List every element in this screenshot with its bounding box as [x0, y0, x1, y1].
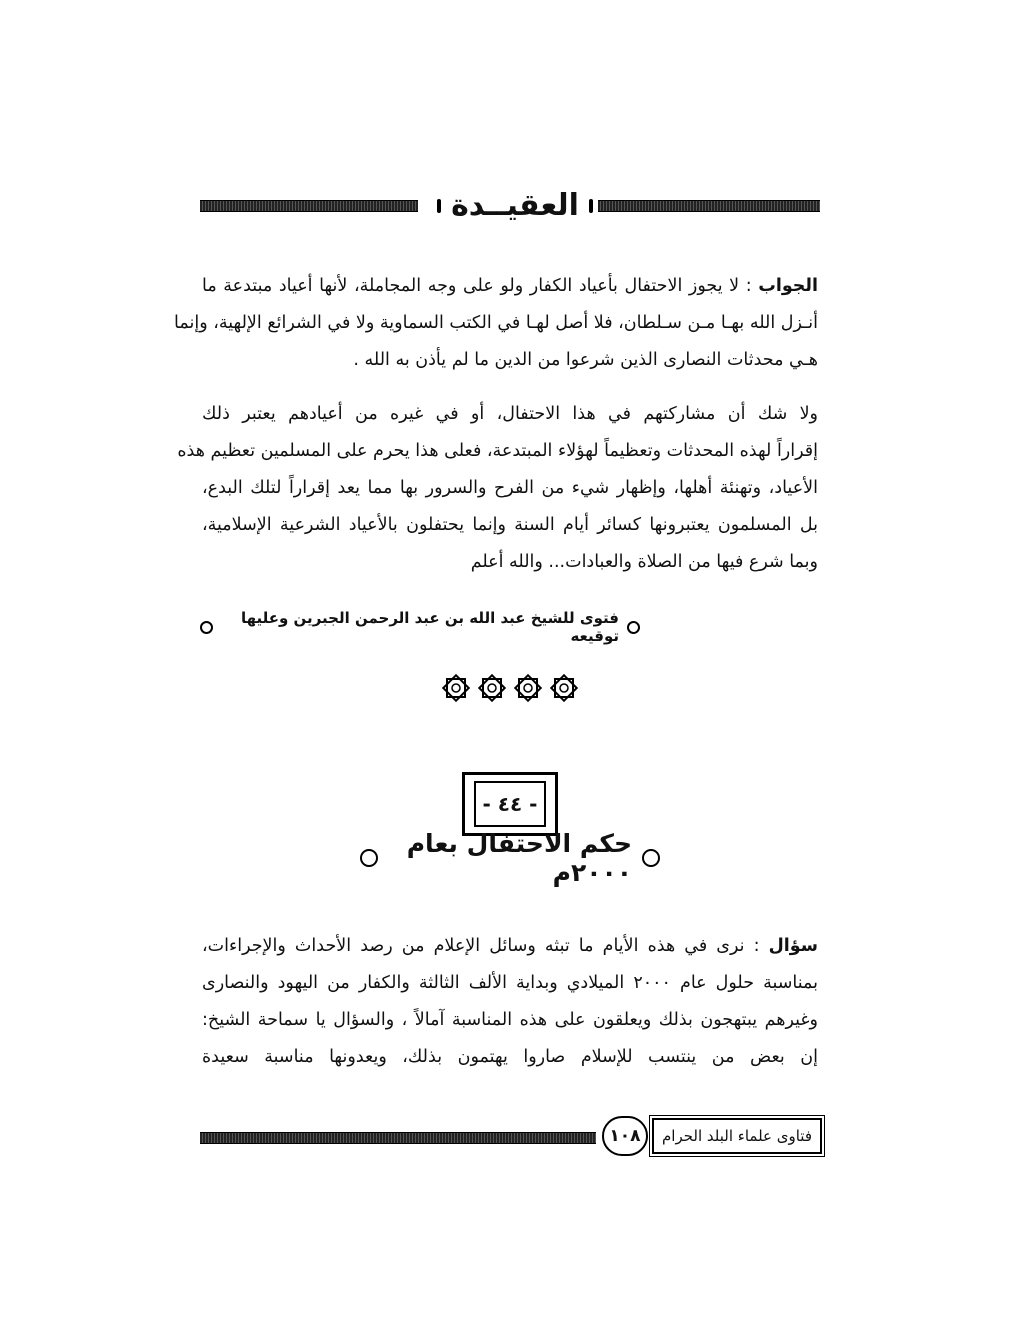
- page-number: ١٠٨: [602, 1116, 648, 1156]
- answer-paragraph: [174, 268, 818, 379]
- page-footer: [200, 1112, 822, 1162]
- section-divider-ornaments: [440, 668, 580, 708]
- star-ornament-icon: [476, 672, 508, 704]
- question-line-1-text: : نرى في هذه الأيام ما تبثه وسائل الإعلام من رصد الأحداث والإجراءات،: [202, 936, 760, 956]
- question-line-3: وغيرهم يبتهجون بذلك ويعلقون على هذه المناسبة آمالاً ، والسؤال يا سماحة الشيخ:: [202, 1010, 818, 1030]
- question-line-1: [202, 928, 818, 965]
- question-line-4: إن بعض من ينتسب للإسلام صاروا يهتمون بذلك، ويعدونها مناسبة سعيدة: [202, 1047, 818, 1067]
- ruling-line-5: وبما شرع فيها من الصلاة والعبادات... والله أعلم: [470, 552, 818, 572]
- answer-line-1-text: : لا يجوز الاحتفال بأعياد الكفار ولو على وجه المجاملة، لأنها أعياد مبتدعة ما: [202, 276, 752, 296]
- question-line-2: بمناسبة حلول عام ٢٠٠٠ الميلادي وبداية الألف الثالثة والكفار من اليهود والنصارى: [202, 973, 818, 993]
- answer-lead: الجواب: [758, 276, 818, 296]
- square-bullet-icon: [589, 199, 593, 213]
- star-ornament-icon: [440, 672, 472, 704]
- star-ornament-icon: [548, 672, 580, 704]
- attribution-text: فتوى للشيخ عبد الله بن عبد الرحمن الجبرين وعليها توقيعه: [240, 609, 619, 645]
- question-lead: سؤال: [768, 936, 818, 956]
- header-rule-left: [200, 200, 418, 212]
- answer-line-1: [202, 268, 818, 305]
- book-title: فتاوى علماء البلد الحرام: [652, 1118, 822, 1154]
- square-bullet-icon: [437, 199, 441, 213]
- question-number-box: [462, 772, 558, 836]
- header-title-wrap: [440, 184, 590, 228]
- question-number: - ٤٤ -: [474, 781, 546, 827]
- circle-bullet-icon: [627, 621, 640, 634]
- circle-bullet-icon: [360, 849, 378, 867]
- circle-bullet-icon: [200, 621, 213, 634]
- header-rule-right: [598, 200, 820, 212]
- ruling-line-2: إقراراً لهذه المحدثات وتعظيماً لهؤلاء المبتدعة، فعلى هذا يحرم على المسلمين تعظيم هذه: [177, 441, 818, 461]
- ruling-line-3: الأعياد، وتهنئة أهلها، وإظهار شيء من الفرح والسرور بها مما يعد إقراراً لتلك البدع،: [202, 478, 818, 498]
- question-heading-text: حكم الاحتفال بعام ٢٠٠٠م: [406, 829, 632, 887]
- page-header: [200, 184, 820, 228]
- ruling-line-1: ولا شك أن مشاركتهم في هذا الاحتفال، أو في غيره من أعيادهم يعتبر ذلك: [202, 404, 818, 424]
- chapter-title: العقيــدة: [451, 188, 579, 223]
- fatwa-attribution: [200, 609, 640, 645]
- footer-rule: [200, 1132, 596, 1144]
- answer-line-3: هـي محدثات النصارى الذين شرعوا من الدين ما لم يأذن به الله .: [353, 350, 818, 370]
- circle-bullet-icon: [642, 849, 660, 867]
- question-paragraph: [202, 928, 818, 1076]
- question-heading: [360, 829, 660, 887]
- ruling-line-4: بل المسلمون يعتبرونها كسائر أيام السنة وإنما يحتفلون بالأعياد الشرعية الإسلامية،: [202, 515, 818, 535]
- star-ornament-icon: [512, 672, 544, 704]
- answer-line-2: أنـزل الله بهـا مـن سـلطان، فلا أصل لهـا في الكتب السماوية ولا في الشرائع الإلهية، وإنما: [174, 313, 818, 333]
- ruling-paragraph: [177, 396, 818, 581]
